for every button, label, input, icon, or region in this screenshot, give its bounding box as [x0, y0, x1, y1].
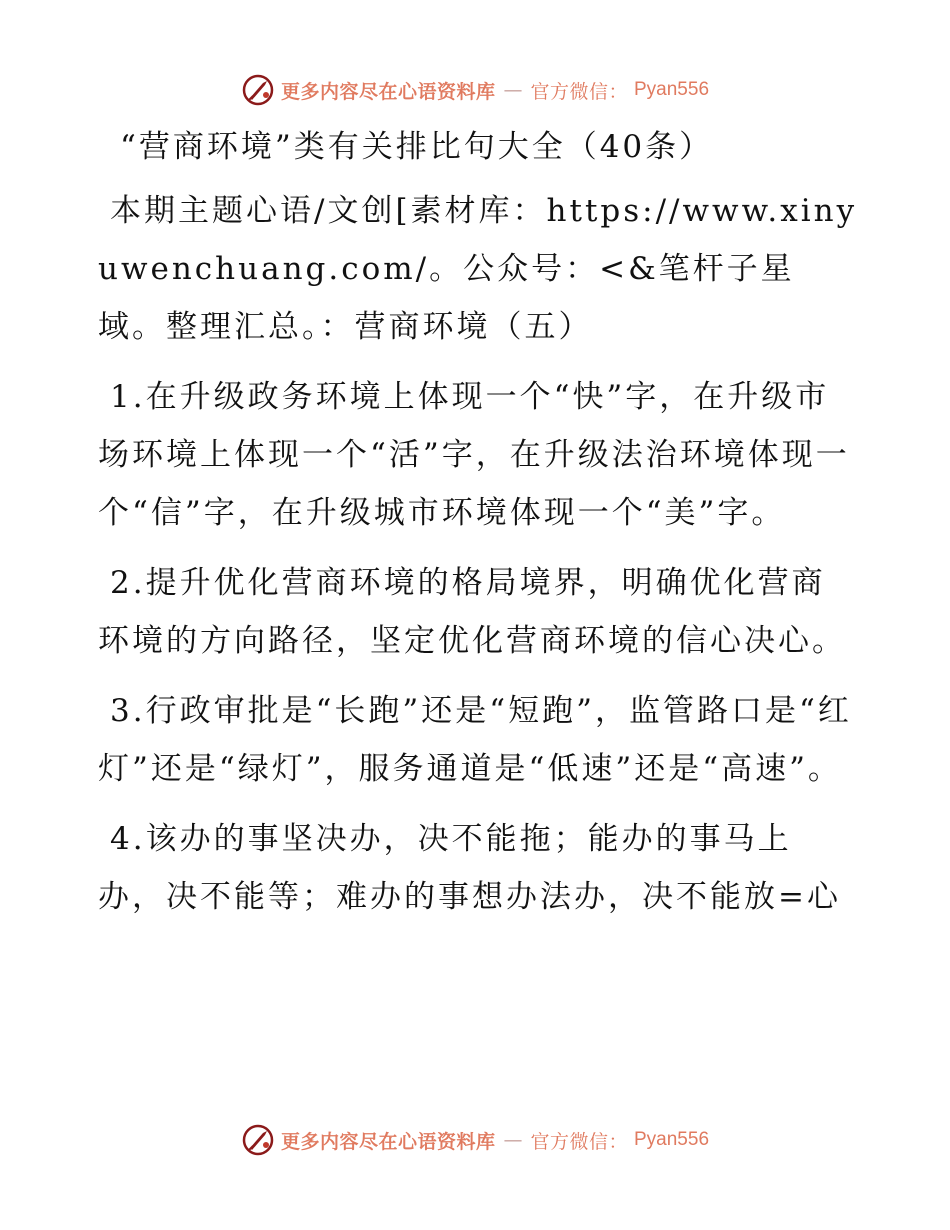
watermark-dash: — — [503, 1129, 523, 1151]
watermark-site-text: 更多内容尽在心语资料库 — [280, 80, 496, 103]
intro-paragraph: 本期主题心语/文创[素材库：https://www.xinyuwenchuang.com/。公众号：<&笔杆子星域。整理汇总。：营商环境（五） — [98, 193, 858, 345]
watermark-wechat-label: 官方微信： — [530, 1130, 628, 1153]
watermark-group — [241, 1123, 709, 1157]
watermark-wechat-label: 官方微信： — [530, 80, 628, 103]
list-item: 4.该办的事坚决办，决不能拖；能办的事马上办，决不能等；难办的事想办法办，决不能放=心 — [98, 821, 841, 915]
watermark-site-text: 更多内容尽在心语资料库 — [280, 1130, 496, 1153]
list-item: 1.在升级政务环境上体现一个“快”字，在升级市场环境上体现一个“活”字，在升级法治环境体现一个“信”字，在升级城市环境体现一个“美”字。 — [98, 379, 850, 531]
watermark-dash: — — [503, 79, 523, 101]
list-item: 3.行政审批是“长跑”还是“短跑”，监管路口是“红灯”还是“绿灯”，服务通道是“低速”还是“高速”。 — [98, 693, 852, 787]
list-item: 2.提升优化营商环境的格局境界，明确优化营商环境的方向路径，坚定优化营商环境的信心决心。 — [98, 565, 846, 659]
footer-watermark — [0, 1120, 950, 1160]
header-watermark — [0, 70, 950, 110]
watermark-group — [241, 73, 709, 107]
document-body — [98, 120, 858, 938]
document-title: “营商环境”类有关排比句大全（40条） — [120, 129, 714, 165]
watermark-wechat-handle: Pyan556 — [634, 79, 710, 100]
watermark-wechat-handle: Pyan556 — [634, 1129, 710, 1150]
quill-logo-icon — [241, 1123, 275, 1157]
quill-logo-icon — [241, 73, 275, 107]
